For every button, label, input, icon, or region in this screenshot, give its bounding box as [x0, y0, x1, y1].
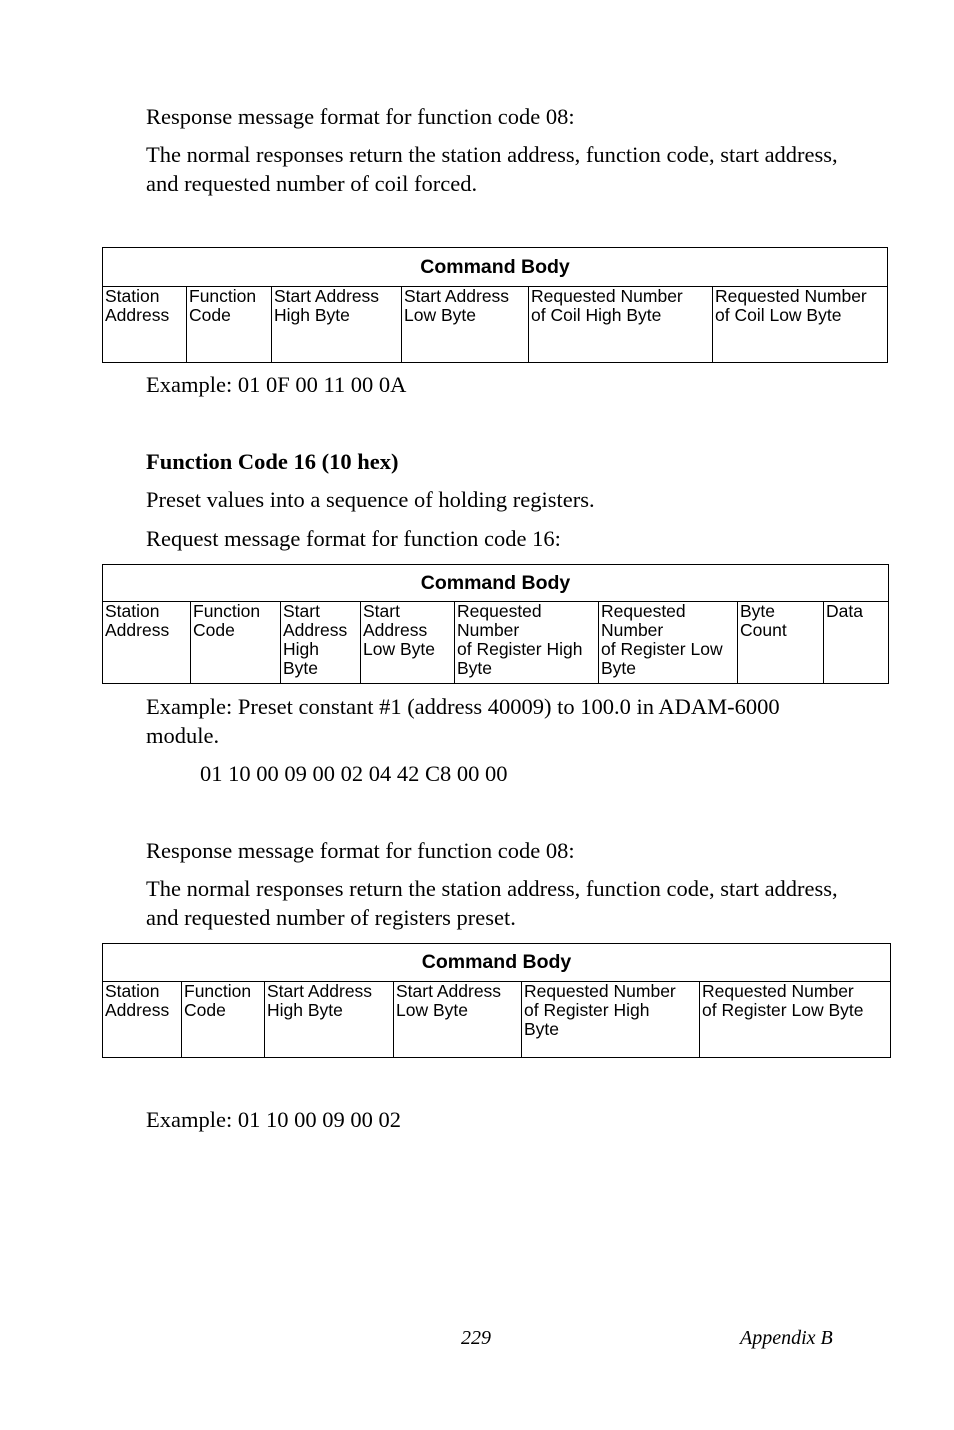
- table-header: Command Body: [103, 944, 891, 982]
- page-number: 229: [461, 1327, 491, 1349]
- request-format-16-text: Request message format for function code 16:: [146, 526, 561, 551]
- table-cell: Function Code: [191, 602, 281, 684]
- response-description-coil: The normal responses return the station address, function code, start address, and requested number of coil forced.: [146, 142, 838, 196]
- command-body-table-coil: [102, 247, 888, 363]
- table-cell: Start Address High Byte: [265, 982, 394, 1058]
- table-cell: Function Code: [187, 287, 272, 363]
- section-title-fc16: Function Code 16 (10 hex): [146, 449, 399, 474]
- table-cell: Data: [824, 602, 889, 684]
- table-header: Command Body: [103, 565, 889, 602]
- table-cell: Station Address: [103, 287, 187, 363]
- command-body-table-response-16: [102, 943, 891, 1058]
- table-cell: Function Code: [182, 982, 265, 1058]
- table-cell: Requested Number of Register High Byte: [522, 982, 700, 1058]
- example-coil: Example: 01 0F 00 11 00 0A: [146, 372, 407, 397]
- response-format-08-text-2: Response message format for function code 08:: [146, 838, 575, 863]
- example-preset: Example: Preset constant #1 (address 40009) to 100.0 in ADAM-6000 module.: [146, 694, 780, 748]
- command-body-table-request-16: [102, 564, 889, 684]
- table-cell: Requested Number of Coil High Byte: [529, 287, 713, 363]
- response-format-08-text: Response message format for function code 08:: [146, 104, 575, 129]
- example-preset-bytes: 01 10 00 09 00 02 04 42 C8 00 00: [200, 761, 508, 786]
- section-label: Appendix B: [740, 1327, 833, 1349]
- table-cell: Requested Number of Register High Byte: [455, 602, 599, 684]
- table-cell: Start Address Low Byte: [361, 602, 455, 684]
- fc16-description: Preset values into a sequence of holding registers.: [146, 487, 595, 512]
- example-response-16: Example: 01 10 00 09 00 02: [146, 1107, 401, 1132]
- table-cell: Start Address High Byte: [281, 602, 361, 684]
- table-cell: Station Address: [103, 982, 182, 1058]
- table-cell: Requested Number of Register Low Byte: [599, 602, 738, 684]
- table-cell: Start Address High Byte: [272, 287, 402, 363]
- table-cell: Requested Number of Register Low Byte: [700, 982, 891, 1058]
- table-cell: Start Address Low Byte: [402, 287, 529, 363]
- table-cell: Start Address Low Byte: [394, 982, 522, 1058]
- table-header: Command Body: [103, 248, 888, 287]
- table-cell: Byte Count: [738, 602, 824, 684]
- table-cell: Requested Number of Coil Low Byte: [713, 287, 888, 363]
- response-description-registers: The normal responses return the station address, function code, start address, and requested number of registers preset.: [146, 876, 838, 930]
- table-cell: Station Address: [103, 602, 191, 684]
